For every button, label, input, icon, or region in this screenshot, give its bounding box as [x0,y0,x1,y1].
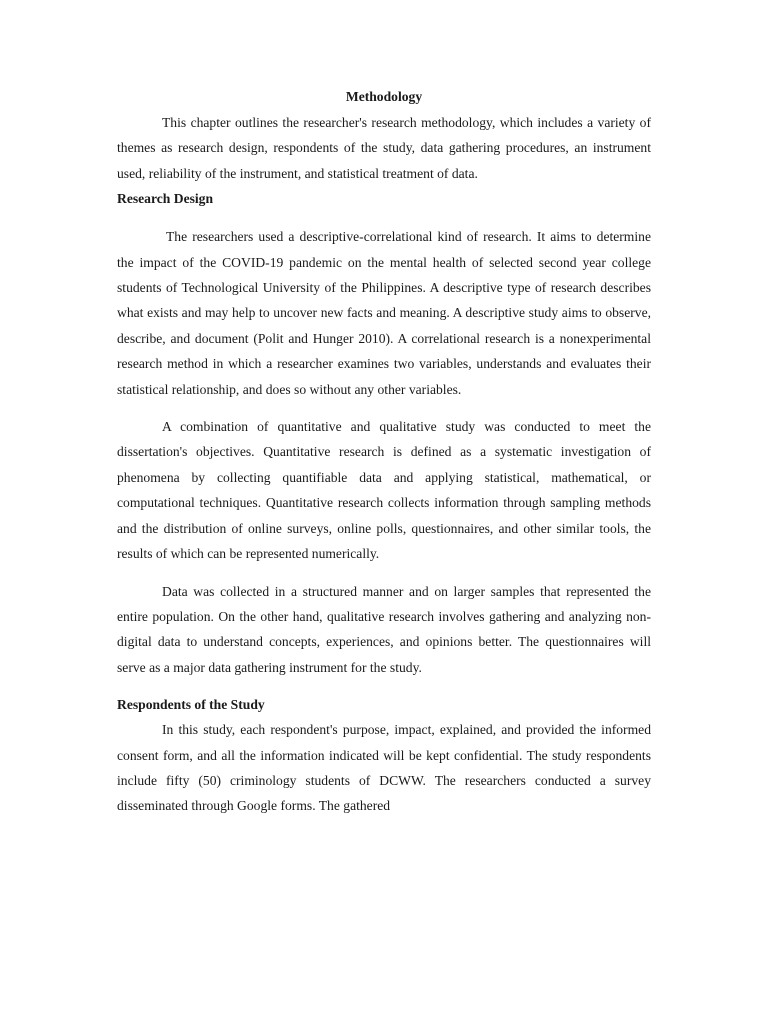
document-page [117,86,651,819]
page-title: Methodology [345,89,423,104]
respondents-heading: Respondents of the Study [117,697,265,713]
research-design-paragraph-3: Data was collected in a structured manner and on larger samples that represented the entire population. On the other hand, qualitative research involves gathering and analyzing non-digital data to understand concepts, experiences, and opinions better. The questionnaires will serve as a major data gathering instrument for the study. [117,583,651,675]
intro-paragraph: This chapter outlines the researcher's research methodology, which includes a variety of themes as research design, respondents of the study, data gathering procedures, an instrument used, reliability of the instrument, and statistical treatment of data. [117,115,651,181]
respondents-paragraph: In this study, each respondent's purpose, impact, explained, and provided the informed consent form, and all the information indicated will be kept confidential. The study respondents include fifty (50) criminology students of DCWW. The researchers conducted a survey disseminated through Google forms. The gathered [117,722,651,814]
research-design-paragraph-2: A combination of quantitative and qualitative study was conducted to meet the dissertation's objectives. Quantitative research is defined as a systematic investigation of phenomena by collecting quantifiable data and applying statistical, mathematical, or computational techniques. Quantitative research collects information through sampling methods and the distribution of online surveys, online polls, questionnaires, and other similar tools, the results of which can be represented numerically. [117,419,651,562]
research-design-paragraph-1: The researchers used a descriptive-correlational kind of research. It aims to determine the impact of the COVID-19 pandemic on the mental health of selected second year college students of Technological University of the Philippines. A descriptive type of research describes what exists and may help to uncover new facts and meaning. A descriptive study aims to observe, describe, and document (Polit and Hunger 2010). A correlational research is a nonexperimental research method in which a researcher examines two variables, understands and evaluates their statistical relationship, and does so without any other variables. [117,229,651,397]
research-design-heading: Research Design [117,191,214,207]
